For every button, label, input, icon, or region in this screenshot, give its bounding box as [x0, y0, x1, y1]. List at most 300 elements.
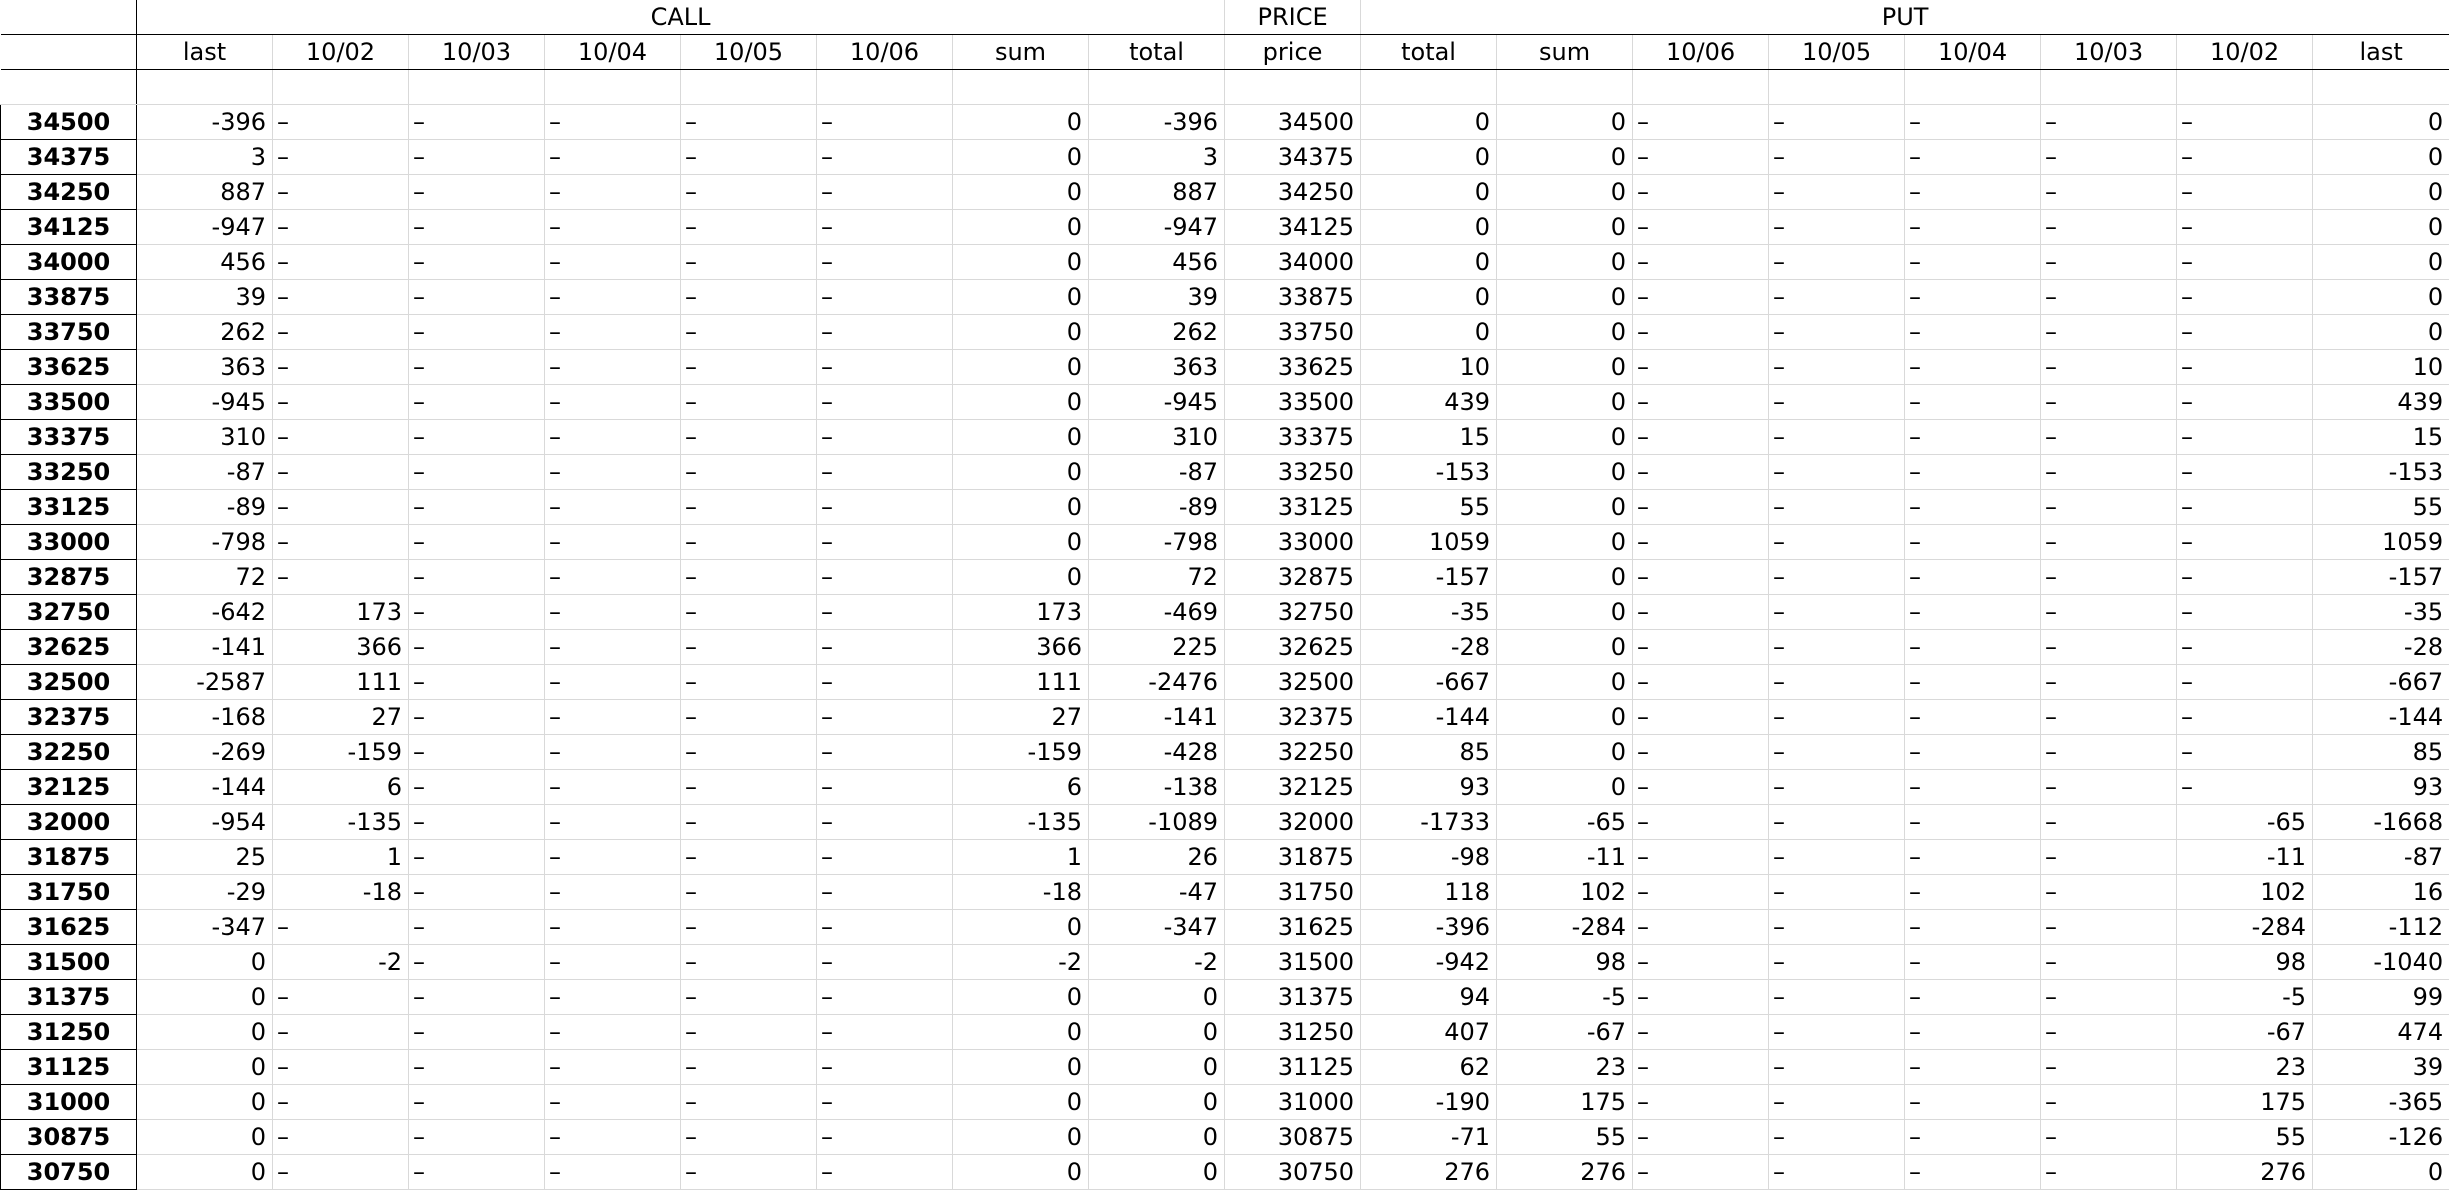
put-cell[interactable]: – [2041, 945, 2177, 980]
put-cell[interactable]: – [1769, 945, 1905, 980]
put-cell[interactable]: – [1633, 315, 1769, 350]
put-cell[interactable]: 1059 [1361, 525, 1497, 560]
price-cell[interactable]: 34375 [1225, 140, 1361, 175]
call-cell[interactable]: – [817, 350, 953, 385]
put-cell[interactable]: -67 [2177, 1015, 2313, 1050]
call-cell[interactable]: – [681, 315, 817, 350]
call-cell[interactable]: – [273, 560, 409, 595]
put-cell[interactable]: – [1769, 525, 1905, 560]
put-cell[interactable]: – [1769, 630, 1905, 665]
put-cell[interactable]: 15 [1361, 420, 1497, 455]
empty-cell[interactable] [1, 70, 137, 105]
call-cell[interactable]: 366 [273, 630, 409, 665]
strike-row-header[interactable]: 30875 [1, 1120, 137, 1155]
price-cell[interactable]: 32875 [1225, 560, 1361, 595]
call-cell[interactable]: – [817, 490, 953, 525]
call-cell[interactable]: 0 [137, 1050, 273, 1085]
put-cell[interactable]: -112 [2313, 910, 2449, 945]
price-cell[interactable]: 31750 [1225, 875, 1361, 910]
call-col-header[interactable]: 10/04 [545, 35, 681, 70]
put-cell[interactable]: – [1769, 700, 1905, 735]
put-cell[interactable]: – [1633, 1085, 1769, 1120]
put-cell[interactable]: – [2177, 105, 2313, 140]
call-cell[interactable]: – [409, 525, 545, 560]
call-cell[interactable]: -269 [137, 735, 273, 770]
price-cell[interactable]: 31000 [1225, 1085, 1361, 1120]
put-cell[interactable]: 39 [2313, 1050, 2449, 1085]
call-cell[interactable]: – [409, 385, 545, 420]
put-cell[interactable]: – [1905, 385, 2041, 420]
call-cell[interactable]: 1 [273, 840, 409, 875]
put-cell[interactable]: -396 [1361, 910, 1497, 945]
call-cell[interactable]: – [273, 245, 409, 280]
put-cell[interactable]: – [2041, 420, 2177, 455]
put-cell[interactable]: – [1769, 1120, 1905, 1155]
put-cell[interactable]: – [1905, 490, 2041, 525]
call-cell[interactable]: – [681, 735, 817, 770]
put-cell[interactable]: – [2041, 1085, 2177, 1120]
call-cell[interactable]: – [545, 770, 681, 805]
call-cell[interactable]: – [409, 105, 545, 140]
put-cell[interactable]: – [1633, 350, 1769, 385]
call-cell[interactable]: -945 [137, 385, 273, 420]
put-cell[interactable]: – [1633, 1050, 1769, 1085]
put-cell[interactable]: – [2041, 1120, 2177, 1155]
call-cell[interactable]: – [545, 420, 681, 455]
put-cell[interactable]: -1040 [2313, 945, 2449, 980]
put-cell[interactable]: -65 [2177, 805, 2313, 840]
put-cell[interactable]: – [2041, 665, 2177, 700]
put-cell[interactable]: – [1633, 105, 1769, 140]
call-cell[interactable]: – [545, 910, 681, 945]
call-cell[interactable]: – [409, 1015, 545, 1050]
put-cell[interactable]: 0 [2313, 175, 2449, 210]
put-cell[interactable]: 0 [1497, 700, 1633, 735]
put-cell[interactable]: – [2177, 700, 2313, 735]
put-cell[interactable]: 0 [1497, 560, 1633, 595]
put-cell[interactable]: -284 [2177, 910, 2313, 945]
call-cell[interactable]: 1 [953, 840, 1089, 875]
call-cell[interactable]: 111 [953, 665, 1089, 700]
call-cell[interactable]: – [409, 420, 545, 455]
call-cell[interactable]: – [409, 840, 545, 875]
call-cell[interactable]: -347 [1089, 910, 1225, 945]
put-cell[interactable]: – [1905, 630, 2041, 665]
call-cell[interactable]: – [409, 980, 545, 1015]
strike-row-header[interactable]: 34500 [1, 105, 137, 140]
put-cell[interactable]: – [1633, 385, 1769, 420]
put-cell[interactable]: – [1769, 1015, 1905, 1050]
price-cell[interactable]: 31250 [1225, 1015, 1361, 1050]
price-cell[interactable]: 34000 [1225, 245, 1361, 280]
put-cell[interactable]: 0 [2313, 245, 2449, 280]
put-cell[interactable]: – [2177, 735, 2313, 770]
call-cell[interactable]: – [817, 455, 953, 490]
empty-cell[interactable] [2177, 70, 2313, 105]
put-cell[interactable]: 85 [1361, 735, 1497, 770]
call-cell[interactable]: – [817, 210, 953, 245]
strike-row-header[interactable]: 31875 [1, 840, 137, 875]
put-cell[interactable]: 23 [1497, 1050, 1633, 1085]
put-cell[interactable]: – [2177, 770, 2313, 805]
call-cell[interactable]: – [681, 875, 817, 910]
call-cell[interactable]: 6 [273, 770, 409, 805]
call-cell[interactable]: – [409, 490, 545, 525]
put-cell[interactable]: – [1633, 280, 1769, 315]
price-cell[interactable]: 32750 [1225, 595, 1361, 630]
put-cell[interactable]: -35 [1361, 595, 1497, 630]
call-cell[interactable]: 310 [137, 420, 273, 455]
put-cell[interactable]: – [1633, 875, 1769, 910]
put-cell[interactable]: -28 [1361, 630, 1497, 665]
put-cell[interactable]: – [1905, 245, 2041, 280]
call-cell[interactable]: – [681, 560, 817, 595]
call-cell[interactable]: -47 [1089, 875, 1225, 910]
call-cell[interactable]: – [409, 875, 545, 910]
call-cell[interactable]: – [545, 1015, 681, 1050]
call-cell[interactable]: -798 [1089, 525, 1225, 560]
call-cell[interactable]: 366 [953, 630, 1089, 665]
put-cell[interactable]: – [1769, 805, 1905, 840]
put-cell[interactable]: – [1769, 910, 1905, 945]
call-cell[interactable]: -141 [137, 630, 273, 665]
call-cell[interactable]: – [545, 210, 681, 245]
put-cell[interactable]: – [2177, 665, 2313, 700]
call-cell[interactable]: – [545, 980, 681, 1015]
call-cell[interactable]: – [409, 1050, 545, 1085]
call-cell[interactable]: – [681, 770, 817, 805]
put-cell[interactable]: – [1769, 175, 1905, 210]
call-cell[interactable]: – [545, 1155, 681, 1190]
put-cell[interactable]: – [1633, 140, 1769, 175]
call-cell[interactable]: -135 [953, 805, 1089, 840]
call-cell[interactable]: -89 [1089, 490, 1225, 525]
put-cell[interactable]: 0 [2313, 210, 2449, 245]
put-cell[interactable]: – [2041, 735, 2177, 770]
put-cell[interactable]: 0 [2313, 1155, 2449, 1190]
put-cell[interactable]: – [1769, 385, 1905, 420]
strike-row-header[interactable]: 31625 [1, 910, 137, 945]
call-cell[interactable]: – [409, 1120, 545, 1155]
put-cell[interactable]: -71 [1361, 1120, 1497, 1155]
call-cell[interactable]: – [545, 280, 681, 315]
call-cell[interactable]: -947 [1089, 210, 1225, 245]
call-cell[interactable]: -945 [1089, 385, 1225, 420]
call-cell[interactable]: – [409, 910, 545, 945]
put-cell[interactable]: 16 [2313, 875, 2449, 910]
put-cell[interactable]: -28 [2313, 630, 2449, 665]
call-cell[interactable]: – [545, 140, 681, 175]
price-cell[interactable]: 33500 [1225, 385, 1361, 420]
call-cell[interactable]: 0 [953, 420, 1089, 455]
call-cell[interactable]: – [545, 525, 681, 560]
call-cell[interactable]: 3 [1089, 140, 1225, 175]
call-cell[interactable]: – [545, 490, 681, 525]
put-cell[interactable]: – [1769, 980, 1905, 1015]
put-cell[interactable]: – [1905, 945, 2041, 980]
put-cell[interactable]: – [1905, 280, 2041, 315]
put-cell[interactable]: – [2041, 1155, 2177, 1190]
empty-cell[interactable] [1361, 70, 1497, 105]
call-cell[interactable]: – [681, 525, 817, 560]
put-cell[interactable]: -1733 [1361, 805, 1497, 840]
put-cell[interactable]: 55 [2177, 1120, 2313, 1155]
call-cell[interactable]: – [817, 560, 953, 595]
put-cell[interactable]: 0 [1497, 140, 1633, 175]
strike-row-header[interactable]: 31250 [1, 1015, 137, 1050]
call-cell[interactable]: – [545, 385, 681, 420]
call-cell[interactable]: – [273, 210, 409, 245]
put-cell[interactable]: 102 [1497, 875, 1633, 910]
call-cell[interactable]: – [409, 805, 545, 840]
call-cell[interactable]: 0 [953, 105, 1089, 140]
put-cell[interactable]: -144 [2313, 700, 2449, 735]
put-cell[interactable]: – [1633, 665, 1769, 700]
price-cell[interactable]: 33125 [1225, 490, 1361, 525]
put-cell[interactable]: – [1633, 735, 1769, 770]
put-cell[interactable]: 0 [1361, 210, 1497, 245]
call-cell[interactable]: 0 [953, 175, 1089, 210]
strike-row-header[interactable]: 32875 [1, 560, 137, 595]
put-cell[interactable]: – [1769, 1050, 1905, 1085]
put-cell[interactable]: -87 [2313, 840, 2449, 875]
put-cell[interactable]: -126 [2313, 1120, 2449, 1155]
strike-row-header[interactable]: 31000 [1, 1085, 137, 1120]
put-cell[interactable]: – [1769, 350, 1905, 385]
call-cell[interactable]: – [681, 350, 817, 385]
strike-row-header[interactable]: 33875 [1, 280, 137, 315]
call-cell[interactable]: -2587 [137, 665, 273, 700]
empty-cell[interactable] [273, 70, 409, 105]
strike-row-header[interactable]: 32375 [1, 700, 137, 735]
call-cell[interactable]: -87 [1089, 455, 1225, 490]
call-cell[interactable]: – [817, 105, 953, 140]
put-cell[interactable]: – [1769, 210, 1905, 245]
call-cell[interactable]: 0 [137, 1015, 273, 1050]
call-cell[interactable]: – [681, 455, 817, 490]
call-cell[interactable]: – [545, 350, 681, 385]
put-cell[interactable]: 407 [1361, 1015, 1497, 1050]
call-cell[interactable]: 72 [137, 560, 273, 595]
put-cell[interactable]: – [1769, 490, 1905, 525]
put-cell[interactable]: – [2041, 560, 2177, 595]
call-col-header[interactable]: 10/05 [681, 35, 817, 70]
call-cell[interactable]: – [409, 770, 545, 805]
call-cell[interactable]: – [545, 315, 681, 350]
strike-row-header[interactable]: 33500 [1, 385, 137, 420]
put-cell[interactable]: – [1633, 980, 1769, 1015]
call-cell[interactable]: – [817, 385, 953, 420]
call-cell[interactable]: – [273, 420, 409, 455]
put-cell[interactable]: 474 [2313, 1015, 2449, 1050]
call-cell[interactable]: 0 [953, 280, 1089, 315]
put-cell[interactable]: 99 [2313, 980, 2449, 1015]
price-cell[interactable]: 30750 [1225, 1155, 1361, 1190]
price-cell[interactable]: 33875 [1225, 280, 1361, 315]
put-cell[interactable]: – [2041, 385, 2177, 420]
price-cell[interactable]: 31500 [1225, 945, 1361, 980]
strike-row-header[interactable]: 31375 [1, 980, 137, 1015]
call-cell[interactable]: – [409, 315, 545, 350]
call-cell[interactable]: – [681, 245, 817, 280]
put-cell[interactable]: – [1905, 665, 2041, 700]
put-cell[interactable]: 55 [1361, 490, 1497, 525]
call-cell[interactable]: -2 [953, 945, 1089, 980]
put-cell[interactable]: – [1769, 595, 1905, 630]
corner-cell-2[interactable] [1, 35, 137, 70]
put-col-header[interactable]: 10/06 [1633, 35, 1769, 70]
put-cell[interactable]: 0 [1361, 140, 1497, 175]
call-cell[interactable]: – [681, 840, 817, 875]
call-cell[interactable]: – [681, 665, 817, 700]
put-cell[interactable]: 276 [1497, 1155, 1633, 1190]
put-cell[interactable]: – [1769, 770, 1905, 805]
call-cell[interactable]: 0 [953, 490, 1089, 525]
call-cell[interactable]: 26 [1089, 840, 1225, 875]
put-cell[interactable]: – [2177, 455, 2313, 490]
put-cell[interactable]: – [1905, 1120, 2041, 1155]
price-cell[interactable]: 33000 [1225, 525, 1361, 560]
put-cell[interactable]: -98 [1361, 840, 1497, 875]
call-cell[interactable]: 173 [273, 595, 409, 630]
call-cell[interactable]: 39 [1089, 280, 1225, 315]
call-cell[interactable]: 0 [953, 315, 1089, 350]
call-col-header[interactable]: 10/06 [817, 35, 953, 70]
call-cell[interactable]: 0 [953, 385, 1089, 420]
call-cell[interactable]: – [681, 385, 817, 420]
put-cell[interactable]: – [2041, 280, 2177, 315]
put-cell[interactable]: – [2041, 980, 2177, 1015]
put-cell[interactable]: -5 [2177, 980, 2313, 1015]
put-cell[interactable]: -667 [1361, 665, 1497, 700]
call-cell[interactable]: – [817, 420, 953, 455]
call-cell[interactable]: – [681, 1015, 817, 1050]
put-cell[interactable]: – [1905, 1155, 2041, 1190]
strike-row-header[interactable]: 32625 [1, 630, 137, 665]
put-cell[interactable]: 62 [1361, 1050, 1497, 1085]
put-col-header[interactable]: 10/02 [2177, 35, 2313, 70]
put-cell[interactable]: – [1633, 1120, 1769, 1155]
call-cell[interactable]: 111 [273, 665, 409, 700]
call-cell[interactable]: – [273, 525, 409, 560]
put-cell[interactable]: – [1905, 735, 2041, 770]
empty-cell[interactable] [1225, 70, 1361, 105]
put-cell[interactable]: – [1633, 525, 1769, 560]
put-col-header[interactable]: 10/04 [1905, 35, 2041, 70]
put-cell[interactable]: – [2041, 455, 2177, 490]
call-cell[interactable]: 225 [1089, 630, 1225, 665]
put-cell[interactable]: 93 [2313, 770, 2449, 805]
put-cell[interactable]: – [1905, 1050, 2041, 1085]
put-cell[interactable]: 0 [1497, 105, 1633, 140]
put-cell[interactable]: – [1769, 105, 1905, 140]
put-cell[interactable]: – [2041, 315, 2177, 350]
put-cell[interactable]: 10 [2313, 350, 2449, 385]
call-cell[interactable]: – [681, 210, 817, 245]
empty-cell[interactable] [137, 70, 273, 105]
put-cell[interactable]: – [1769, 1085, 1905, 1120]
strike-row-header[interactable]: 33625 [1, 350, 137, 385]
put-cell[interactable]: – [1905, 420, 2041, 455]
put-cell[interactable]: – [1633, 630, 1769, 665]
put-col-header[interactable]: 10/05 [1769, 35, 1905, 70]
put-cell[interactable]: – [1633, 595, 1769, 630]
put-cell[interactable]: 0 [1497, 490, 1633, 525]
empty-cell[interactable] [681, 70, 817, 105]
price-cell[interactable]: 31875 [1225, 840, 1361, 875]
put-cell[interactable]: 0 [1497, 315, 1633, 350]
put-cell[interactable]: 0 [1497, 455, 1633, 490]
put-cell[interactable]: – [1905, 875, 2041, 910]
call-cell[interactable]: – [817, 735, 953, 770]
put-group-header[interactable]: PUT [1361, 0, 2449, 35]
put-cell[interactable]: – [2177, 420, 2313, 455]
call-cell[interactable]: – [273, 280, 409, 315]
call-cell[interactable]: 0 [953, 350, 1089, 385]
put-cell[interactable]: 94 [1361, 980, 1497, 1015]
call-cell[interactable]: – [409, 665, 545, 700]
put-cell[interactable]: -35 [2313, 595, 2449, 630]
empty-cell[interactable] [1089, 70, 1225, 105]
call-cell[interactable]: – [817, 140, 953, 175]
put-cell[interactable]: – [1769, 140, 1905, 175]
call-cell[interactable]: -347 [137, 910, 273, 945]
strike-row-header[interactable]: 34250 [1, 175, 137, 210]
call-cell[interactable]: – [817, 595, 953, 630]
call-cell[interactable]: 0 [953, 1015, 1089, 1050]
put-cell[interactable]: – [2041, 910, 2177, 945]
call-cell[interactable]: -168 [137, 700, 273, 735]
call-cell[interactable]: – [817, 1155, 953, 1190]
strike-row-header[interactable]: 30750 [1, 1155, 137, 1190]
price-cell[interactable]: 32125 [1225, 770, 1361, 805]
call-cell[interactable]: – [681, 280, 817, 315]
call-cell[interactable]: -396 [137, 105, 273, 140]
call-cell[interactable]: – [681, 140, 817, 175]
call-cell[interactable]: – [273, 1015, 409, 1050]
put-cell[interactable]: -157 [1361, 560, 1497, 595]
put-cell[interactable]: – [1905, 560, 2041, 595]
put-cell[interactable]: – [1769, 280, 1905, 315]
call-col-header[interactable]: 10/02 [273, 35, 409, 70]
put-cell[interactable]: – [1633, 910, 1769, 945]
call-cell[interactable]: – [273, 980, 409, 1015]
call-cell[interactable]: -29 [137, 875, 273, 910]
call-cell[interactable]: -1089 [1089, 805, 1225, 840]
call-cell[interactable]: -428 [1089, 735, 1225, 770]
call-cell[interactable]: – [817, 525, 953, 560]
price-col-header[interactable]: price [1225, 35, 1361, 70]
call-cell[interactable]: 363 [137, 350, 273, 385]
put-cell[interactable]: 0 [1497, 245, 1633, 280]
call-cell[interactable]: -18 [953, 875, 1089, 910]
call-col-header[interactable]: total [1089, 35, 1225, 70]
put-cell[interactable]: – [1633, 560, 1769, 595]
put-cell[interactable]: – [1633, 805, 1769, 840]
put-cell[interactable]: – [2177, 595, 2313, 630]
call-cell[interactable]: -2476 [1089, 665, 1225, 700]
put-cell[interactable]: – [1905, 770, 2041, 805]
price-cell[interactable]: 32250 [1225, 735, 1361, 770]
empty-cell[interactable] [1497, 70, 1633, 105]
put-cell[interactable]: – [2177, 210, 2313, 245]
put-cell[interactable]: – [1769, 840, 1905, 875]
put-cell[interactable]: – [1633, 175, 1769, 210]
price-cell[interactable]: 33625 [1225, 350, 1361, 385]
price-cell[interactable]: 32000 [1225, 805, 1361, 840]
put-cell[interactable]: – [1905, 980, 2041, 1015]
put-cell[interactable]: -67 [1497, 1015, 1633, 1050]
